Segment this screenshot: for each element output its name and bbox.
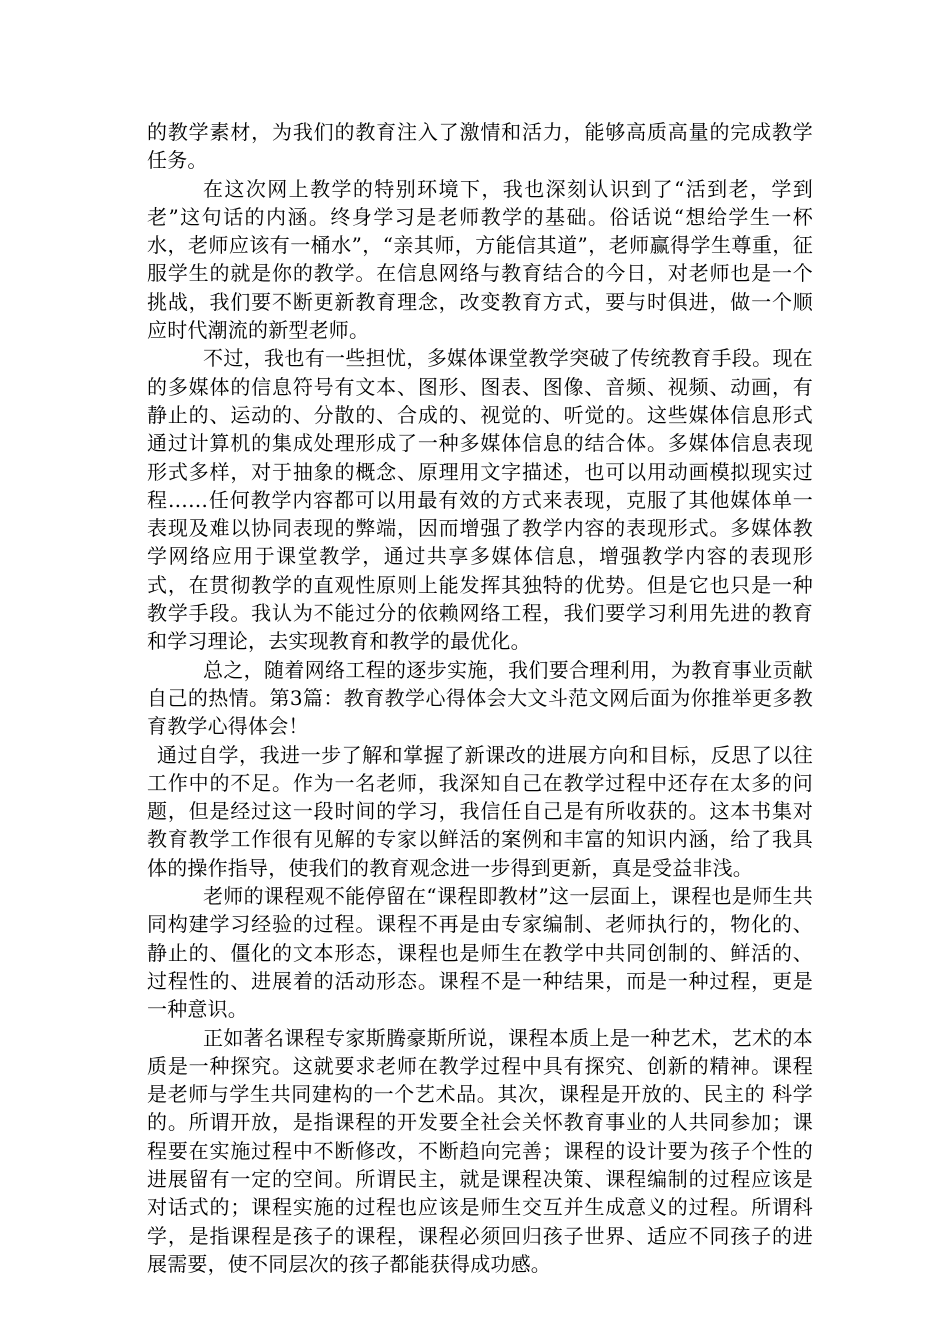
paragraph-self-study: 通过自学，我进一步了解和掌握了新课改的进展方向和目标，反思了以往工作中的不足。作为一名老师，我深知自己在教学过程中还存在太多的问题，但是经过这一段时间的学习，我信任自己是有所收获的。这本书集对教育教学工作很有见解的专家以鲜活的案例和丰富的知识内涵，给了我具体的操作指导，使我们的教育观念进一步得到更新，真是受益非浅。 bbox=[147, 742, 813, 880]
paragraph-conclusion: 总之，随着网络工程的逐步实施，我们要合理利用，为教育事业贡献自己的热情。第3篇：教育教学心得体会大文斗范文网后面为你推举更多教育教学心得体会！ bbox=[147, 657, 813, 739]
paragraph-multimedia-concerns: 不过，我也有一些担忧，多媒体课堂教学突破了传统教育手段。现在的多媒体的信息符号有文本、图形、图表、图像、音频、视频、动画，有静止的、运动的、分散的、合成的、视觉的、听觉的。这些媒体信息形式通过计算机的集成处理形成了一种多媒体信息的结合体。多媒体信息表现形式多样，对于抽象的概念、原理用文字描述，也可以用动画模拟现实过程……任何教学内容都可以用最有效的方式来表现，克服了其他媒体单一表现及难以协同表现的弊端，因而增强了教学内容的表现形式。多媒体教学网络应用于课堂教学，通过共享多媒体信息，增强教学内容的表现形式，在贯彻教学的直观性原则上能发挥其独特的优势。但是它也只是一种教学手段。我认为不能过分的依赖网络工程，我们要学习利用先进的教育和学习理论，去实现教育和教学的最优化。 bbox=[147, 346, 813, 654]
document-page bbox=[147, 118, 813, 1278]
paragraph-lifelong-learning: 在这次网上教学的特别环境下，我也深刻认识到了“活到老，学到老”这句话的内涵。终身学习是老师教学的基础。俗话说“想给学生一杯水，老师应该有一桶水”，“亲其师，方能信其道”，老师赢得学生尊重，征服学生的就是你的教学。在信息网络与教育结合的今日，对老师也是一个挑战，我们要不断更新教育理念，改变教育方式，要与时俱进，做一个顺应时代潮流的新型老师。 bbox=[147, 176, 813, 343]
paragraph-curriculum-view: 老师的课程观不能停留在“课程即教材”这一层面上，课程也是师生共同构建学习经验的过程。课程不再是由专家编制、老师执行的，物化的、静止的、僵化的文本形态，课程也是师生在教学中共同创制的、鲜活的、过程性的、进展着的活动形态。课程不是一种结果，而是一种过程，更是一种意识。 bbox=[147, 884, 813, 1022]
paragraph-continuation: 的教学素材，为我们的教育注入了激情和活力，能够高质高量的完成教学任务。 bbox=[147, 120, 813, 173]
paragraph-curriculum-art: 正如著名课程专家斯腾豪斯所说，课程本质上是一种艺术，艺术的本质是一种探究。这就要求老师在教学过程中具有探究、创新的精神。课程是老师与学生共同建构的一个艺术品。其次，课程是开放的、民主的 科学的。所谓开放，是指课程的开发要全社会关怀教育事业的人共同参加；课程要在实施过程中不断修改，不断趋向完善；课程的设计要为孩子个性的进展留有一定的空间。所谓民主，就是课程决策、课程编制的过程应该是对话式的；课程实施的过程也应该是师生交互并生成意义的过程。所谓科学，是指课程是孩子的课程，课程必须回归孩子世界、适应不同孩子的进展需要，使不同层次的孩子都能获得成功感。 bbox=[147, 1025, 813, 1276]
